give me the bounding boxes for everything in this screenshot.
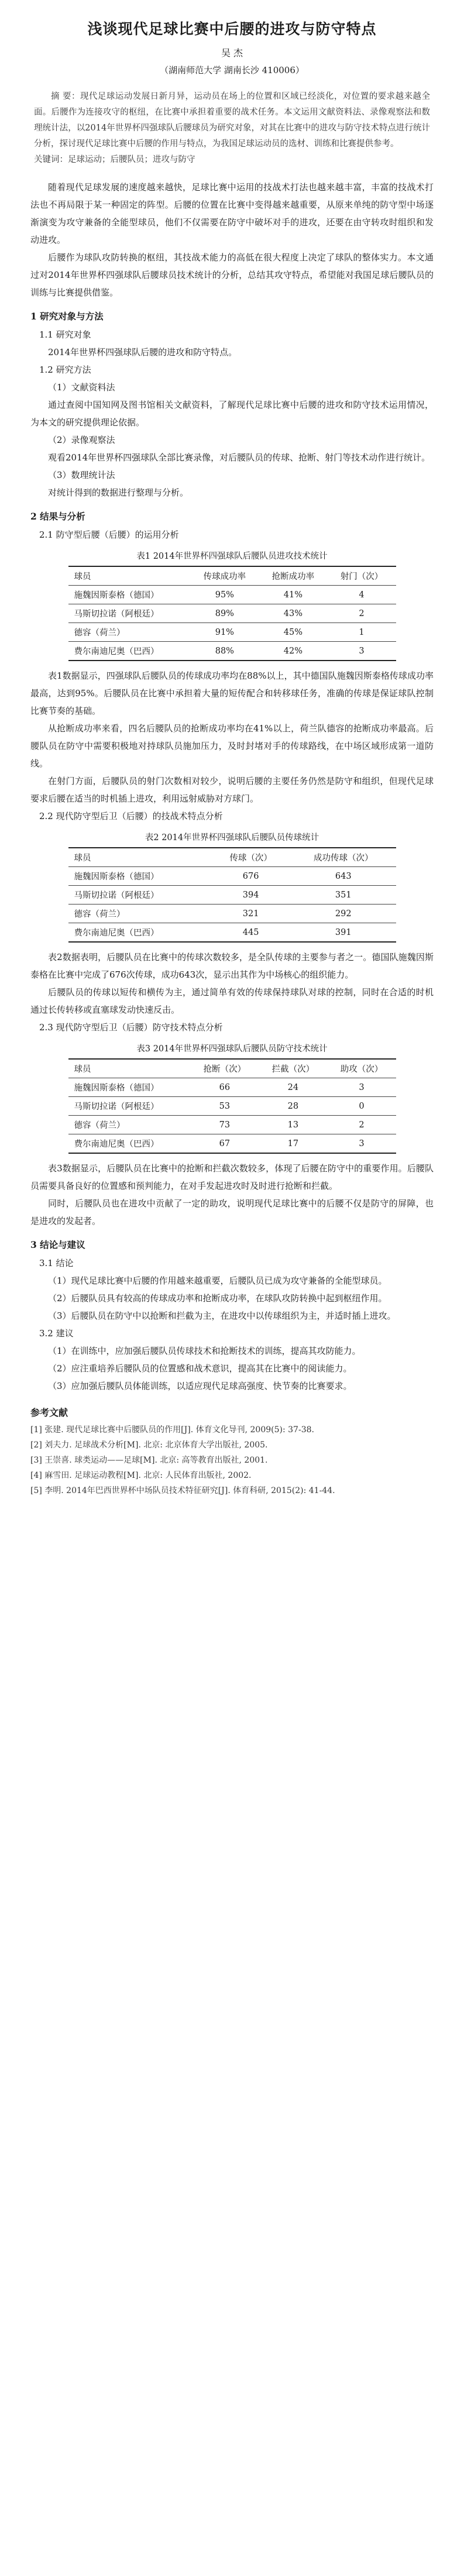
table-cell: 施魏因斯泰格（德国） [68,867,211,886]
section-heading: 2 结果与分析 [30,511,85,522]
table-header-row [68,848,396,867]
table-row [68,886,396,904]
table-cell: 292 [291,904,396,923]
table-row [68,1134,396,1154]
table-caption: 表3 2014年世界杯四强球队后腰队员防守技术统计 [136,1044,328,1054]
table-header-cell: 射门（次） [327,566,396,586]
table-cell: 3 [327,1134,396,1154]
table-cell: 4 [327,586,396,604]
references-list [30,1422,434,1498]
paper-title: 浅谈现代足球比赛中后腰的进攻与防守特点 [87,20,377,37]
paragraph: 同时，后腰队员也在进攻中贡献了一定的助攻，说明现代足球比赛中的后腰不仅是防守的屏障，也是进攻的发起者。 [30,1198,434,1226]
table-row [68,1097,396,1116]
table-row [68,904,396,923]
reference-item: [4] 麻雪田. 足球运动教程[M]. 北京: 人民体育出版社, 2002. [30,1471,252,1480]
intro-paragraph: 后腰作为球队攻防转换的枢纽，其技战术能力的高低在很大程度上决定了球队的整体实力。本文通过对2014年世界杯四强球队后腰球员技术统计的分析，总结其攻守特点，希望能对我国足球后腰队员的训练与比赛提供借鉴。 [30,252,434,298]
table-cell: 391 [291,923,396,943]
table-row [68,604,396,623]
table-caption: 表1 2014年世界杯四强球队后腰队员进攻技术统计 [136,552,328,561]
table-header-cell: 球员 [68,848,211,867]
method-item: （1）文献资料法 [48,382,115,393]
table-cell: 施魏因斯泰格（德国） [68,586,191,604]
paragraph: 从抢断成功率来看，四名后腰队员的抢断成功率均在41%以上，荷兰队德容的抢断成功率最高。后腰队员在防守中需要积极地对持球队员施加压力，及时封堵对手的传球路线，在中场区域形成第一道防线。 [30,723,434,769]
table-cell: 3 [327,642,396,661]
paragraph: 2014年世界杯四强球队后腰的进攻和防守特点。 [48,347,238,357]
table-cell: 91% [190,623,259,642]
conclusion-item: （1）现代足球比赛中后腰的作用越来越重要，后腰队员已成为攻守兼备的全能型球员。 [48,1275,387,1286]
paragraph: 表2数据表明，后腰队员在比赛中的传球次数较多，是全队传球的主要参与者之一。德国队施魏因斯泰格在比赛中完成了676次传球，成功643次，显示出其作为中场核心的组织能力。 [30,952,434,980]
paragraph: 观看2014年世界杯四强球队全部比赛录像，对后腰队员的传球、抢断、射门等技术动作进行统计。 [48,452,431,463]
method-item: （2）录像观察法 [48,435,115,445]
table-header-cell: 抢断成功率 [259,566,327,586]
table-cell: 3 [327,1078,396,1097]
reference-item: [2] 刘夫力. 足球战术分析[M]. 北京: 北京体育大学出版社, 2005. [30,1440,268,1450]
table-cell: 马斯切拉诺（阿根廷） [68,886,211,904]
data-table-1 [68,566,396,661]
subsection-heading: 2.1 防守型后腰（后腰）的运用分析 [39,529,179,540]
table-cell: 德容（荷兰） [68,904,211,923]
subsection-heading: 3.2 建议 [39,1328,74,1339]
paragraph: 对统计得到的数据进行整理与分析。 [48,487,189,498]
method-item: （3）数理统计法 [48,470,115,480]
table-header-cell: 抢断（次） [190,1059,259,1078]
table-header-cell: 传球成功率 [190,566,259,586]
table-header-cell: 传球（次） [211,848,291,867]
subsection-heading: 3.1 结论 [39,1258,74,1268]
table-cell: 17 [259,1134,327,1154]
table-cell: 马斯切拉诺（阿根廷） [68,604,191,623]
affiliation: （湖南师范大学 湖南长沙 410006） [160,65,304,75]
table-cell: 66 [190,1078,259,1097]
reference-item: [5] 李明. 2014年巴西世界杯中场队员技术特征研究[J]. 体育科研, 2015(2): 41-44. [30,1486,335,1495]
table-cell: 351 [291,886,396,904]
abstract: 摘 要：现代足球运动发展日新月异，运动员在场上的位置和区域已经淡化，对位置的要求越来越全面。后腰作为连接攻守的枢纽，在比赛中承担着重要的战术任务。本文运用文献资料法、录像观察法和数理统计法，以2014年世界杯四强球队后腰球员为研究对象，对其在比赛中的进攻与防守技术特点进行统计分析，探讨现代足球比赛中后腰的作用与特点，为我国足球运动员的选材、训练和比赛提供参考。 [34,92,430,149]
table-cell: 费尔南迪尼奥（巴西） [68,1134,191,1154]
intro-paragraph: 随着现代足球发展的速度越来越快，足球比赛中运用的技战术打法也越来越丰富，丰富的技战术打法也不再局限于某一种固定的阵型。后腰的位置在比赛中变得越来越重要，从原来单纯的防守型中场逐渐演变为攻守兼备的全能型球员，他们不仅需要在防守中破坏对手的进攻，还要在由守转攻时组织和发动进攻。 [30,182,434,245]
table-cell: 676 [211,867,291,886]
table-cell: 24 [259,1078,327,1097]
table-row [68,586,396,604]
subsection-heading: 2.2 现代防守型后卫（后腰）的技战术特点分析 [39,811,223,821]
table-row [68,1078,396,1097]
table-cell: 28 [259,1097,327,1116]
table-cell: 42% [259,642,327,661]
table-header-cell: 成功传球（次） [291,848,396,867]
paragraph: 在射门方面，后腰队员的射门次数相对较少，说明后腰的主要任务仍然是防守和组织，但现代足球要求后腰在适当的时机插上进攻，利用远射威胁对方球门。 [30,776,434,804]
subsection-heading: 1.1 研究对象 [39,329,91,340]
section-heading: 3 结论与建议 [30,1239,85,1250]
table-cell: 13 [259,1116,327,1134]
table-cell: 67 [190,1134,259,1154]
table-cell: 445 [211,923,291,943]
table-caption: 表2 2014年世界杯四强球队后腰队员传球统计 [145,833,319,842]
paragraph: 通过查阅中国知网及图书馆相关文献资料，了解现代足球比赛中后腰的进攻和防守技术运用情况，为本文的研究提供理论依据。 [30,400,434,428]
table-cell: 43% [259,604,327,623]
table-header-row [68,1059,396,1078]
table-row [68,642,396,661]
table-cell: 73 [190,1116,259,1134]
table-row [68,923,396,943]
references-heading: 参考文献 [30,1407,68,1418]
data-table-2 [68,847,396,943]
data-table-3 [68,1058,396,1154]
suggestion-item: （1）在训练中，应加强后腰队员传球技术和抢断技术的训练，提高其攻防能力。 [48,1346,361,1356]
table-row [68,867,396,886]
body-text [30,178,434,1395]
reference-item: [3] 王崇喜. 球类运动——足球[M]. 北京: 高等教育出版社, 2001. [30,1456,268,1465]
table-cell: 321 [211,904,291,923]
table-cell: 马斯切拉诺（阿根廷） [68,1097,191,1116]
table-header-cell: 助攻（次） [327,1059,396,1078]
table-cell: 53 [190,1097,259,1116]
table-header-cell: 球员 [68,1059,191,1078]
table-header-row [68,566,396,586]
subsection-heading: 2.3 现代防守型后卫（后腰）防守技术特点分析 [39,1022,223,1033]
table-cell: 1 [327,623,396,642]
table-header-cell: 拦截（次） [259,1059,327,1078]
table-cell: 41% [259,586,327,604]
suggestion-item: （3）应加强后腰队员体能训练，以适应现代足球高强度、快节奏的比赛要求。 [48,1381,352,1391]
table-cell: 2 [327,1116,396,1134]
author: 吴 杰 [221,47,243,59]
table-row [68,1116,396,1134]
table-cell: 费尔南迪尼奥（巴西） [68,642,191,661]
table-cell: 95% [190,586,259,604]
table-cell: 德容（荷兰） [68,623,191,642]
table-cell: 德容（荷兰） [68,1116,191,1134]
suggestion-item: （2）应注重培养后腰队员的位置感和战术意识，提高其在比赛中的阅读能力。 [48,1363,352,1374]
table-cell: 88% [190,642,259,661]
keywords: 关键词：足球运动；后腰队员；进攻与防守 [34,155,195,164]
paragraph: 表3数据显示，后腰队员在比赛中的抢断和拦截次数较多，体现了后腰在防守中的重要作用。后腰队员需要具备良好的位置感和预判能力，在对手发起进攻时及时进行抢断和拦截。 [30,1163,434,1191]
table-cell: 施魏因斯泰格（德国） [68,1078,191,1097]
table-cell: 2 [327,604,396,623]
table-cell: 0 [327,1097,396,1116]
table-cell: 394 [211,886,291,904]
paragraph: 表1数据显示，四强球队后腰队员的传球成功率均在88%以上，其中德国队施魏因斯泰格传球成功率最高，达到95%。后腰队员在比赛中承担着大量的短传配合和转移球任务，准确的传球是保证球队控制比赛节奏的基础。 [30,670,434,716]
table-row [68,623,396,642]
table-cell: 费尔南迪尼奥（巴西） [68,923,211,943]
table-cell: 45% [259,623,327,642]
subsection-heading: 1.2 研究方法 [39,364,91,375]
table-cell: 89% [190,604,259,623]
paragraph: 后腰队员的传球以短传和横传为主，通过简单有效的传球保持球队对球的控制，同时在合适的时机通过长传转移或直塞球发动快速反击。 [30,987,434,1015]
table-header-cell: 球员 [68,566,191,586]
conclusion-item: （3）后腰队员在防守中以抢断和拦截为主，在进攻中以传球组织为主，并适时插上进攻。 [48,1311,396,1321]
section-heading: 1 研究对象与方法 [30,311,104,322]
conclusion-item: （2）后腰队员具有较高的传球成功率和抢断成功率，在球队攻防转换中起到枢纽作用。 [48,1293,387,1304]
table-cell: 643 [291,867,396,886]
reference-item: [1] 张建. 现代足球比赛中后腰队员的作用[J]. 体育文化导刊, 2009(5): 37-38. [30,1425,314,1435]
